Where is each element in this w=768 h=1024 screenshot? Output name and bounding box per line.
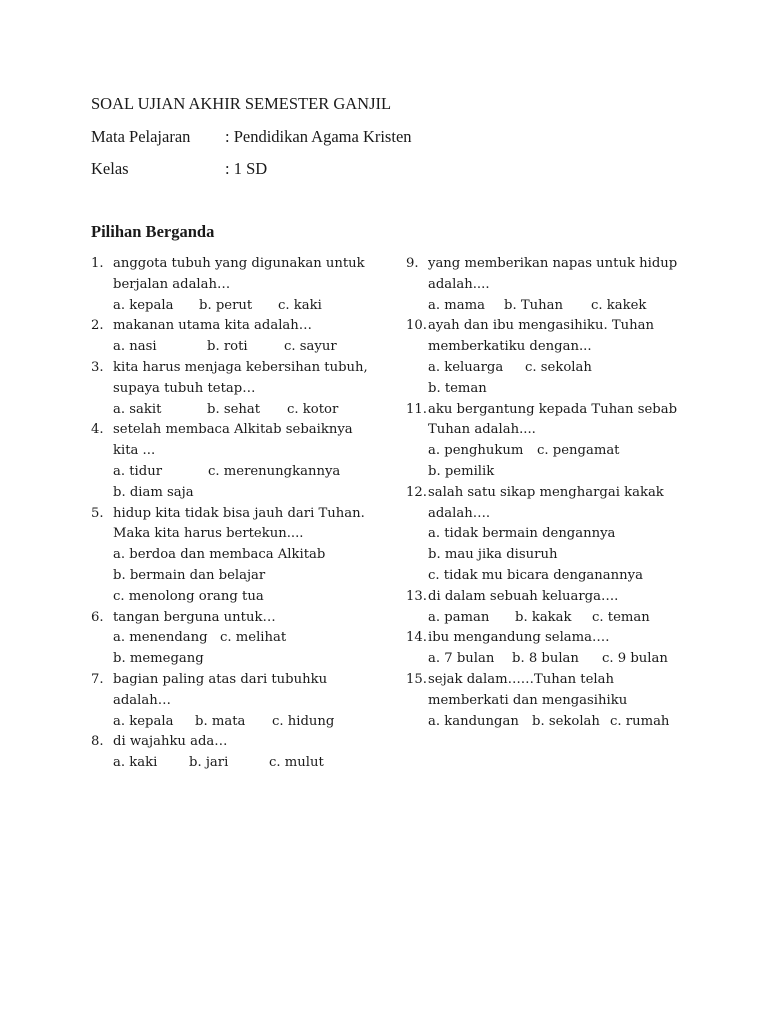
question-item — [406, 483, 706, 587]
answer-option[interactable]: a. nasi — [113, 339, 157, 355]
answer-option[interactable]: b. Tuhan — [504, 297, 563, 313]
answer-options-row — [113, 566, 381, 587]
question-item — [91, 608, 381, 670]
answer-options-row — [113, 587, 381, 608]
question-number: 5. — [91, 505, 104, 521]
answer-option[interactable]: a. berdoa dan membaca Alkitab — [113, 547, 326, 563]
answer-options-row — [113, 296, 381, 317]
question-text: bagian paling atas dari tubuhku — [113, 671, 328, 687]
answer-option[interactable]: c. tidak mu bicara denganannya — [428, 567, 643, 583]
answer-options-row — [428, 608, 706, 629]
answer-options-row — [113, 483, 381, 504]
answer-option[interactable]: a. menendang — [113, 630, 208, 646]
question-number: 7. — [91, 671, 104, 687]
question-item — [406, 254, 706, 316]
question-number: 13. — [406, 588, 427, 604]
answer-options-row — [113, 712, 381, 733]
subject-value: : Pendidikan Agama Kristen — [225, 127, 412, 146]
question-item — [406, 628, 706, 670]
answer-option[interactable]: a. 7 bulan — [428, 651, 495, 667]
answer-options-row — [428, 462, 706, 483]
answer-option[interactable]: c. kakek — [591, 297, 647, 313]
answer-option[interactable]: a. tidur — [113, 463, 163, 479]
question-text: memberkatiku dengan... — [428, 339, 592, 355]
answer-option[interactable]: c. sayur — [284, 339, 337, 355]
answer-option[interactable]: c. pengamat — [537, 443, 620, 459]
answer-option[interactable]: a. paman — [428, 609, 490, 625]
question-number: 8. — [91, 734, 104, 750]
answer-option[interactable]: a. kepala — [113, 713, 174, 729]
answer-option[interactable]: c. sekolah — [525, 359, 592, 375]
answer-options-row — [113, 337, 381, 358]
question-text: ibu mengandung selama…. — [428, 630, 610, 646]
question-item — [91, 316, 381, 358]
answer-option[interactable]: c. mulut — [269, 755, 324, 771]
answer-option[interactable]: a. penghukum — [428, 443, 524, 459]
question-number: 14. — [406, 630, 427, 646]
answer-option[interactable]: a. tidak bermain dengannya — [428, 526, 616, 542]
answer-option[interactable]: b. roti — [207, 339, 248, 355]
question-text: makanan utama kita adalah… — [113, 318, 312, 334]
question-number: 9. — [406, 256, 419, 271]
question-text: di wajahku ada… — [113, 734, 228, 750]
question-text: setelah membaca Alkitab sebaiknya — [113, 422, 353, 438]
question-text: adalah… — [113, 692, 171, 708]
answer-option[interactable]: b. pemilik — [428, 463, 495, 479]
question-item — [91, 670, 381, 732]
question-text: di dalam sebuah keluarga…. — [428, 588, 619, 604]
question-text: Maka kita harus bertekun.... — [113, 526, 304, 542]
question-text: hidup kita tidak bisa jauh dari Tuhan. — [113, 505, 365, 521]
question-text: adalah.... — [428, 276, 490, 292]
answer-options-row — [113, 649, 381, 670]
question-number: 4. — [91, 422, 104, 438]
questions-right-column — [406, 254, 706, 732]
question-text: salah satu sikap menghargai kakak — [428, 484, 664, 500]
answer-options-row — [428, 545, 706, 566]
question-text: anggota tubuh yang digunakan untuk — [113, 256, 365, 271]
answer-options-row — [428, 649, 706, 670]
answer-options-row — [113, 400, 381, 421]
answer-option[interactable]: b. mau jika disuruh — [428, 547, 558, 563]
question-text: aku bergantung kepada Tuhan sebab — [428, 401, 678, 417]
answer-option[interactable]: b. sekolah — [532, 713, 600, 729]
question-text: kita harus menjaga kebersihan tubuh, — [113, 359, 368, 375]
answer-options-row — [113, 545, 381, 566]
answer-option[interactable]: b. kakak — [515, 609, 572, 625]
answer-option[interactable]: a. kepala — [113, 297, 174, 313]
question-number: 2. — [91, 318, 104, 334]
question-item — [406, 670, 706, 732]
question-text: adalah…. — [428, 505, 491, 521]
answer-option[interactable]: a. sakit — [113, 401, 162, 417]
question-text: memberkati dan mengasihiku — [428, 692, 628, 708]
question-number: 3. — [91, 359, 104, 375]
answer-option[interactable]: b. diam saja — [113, 484, 194, 500]
answer-option[interactable]: a. keluarga — [428, 359, 504, 375]
question-number: 10. — [406, 318, 427, 334]
answer-options-row — [428, 712, 706, 733]
question-text: sejak dalam……Tuhan telah — [428, 671, 614, 687]
class-value: : 1 SD — [225, 159, 268, 178]
question-item — [91, 358, 381, 420]
question-text: ayah dan ibu mengasihiku. Tuhan — [428, 318, 655, 334]
answer-option[interactable]: b. sehat — [207, 401, 261, 417]
question-number: 1. — [91, 256, 104, 271]
answer-options-row — [428, 441, 706, 462]
answer-option[interactable]: c. melihat — [220, 630, 287, 646]
question-number: 12. — [406, 484, 427, 500]
questions-left-column — [91, 254, 381, 774]
answer-options-row — [428, 296, 706, 317]
answer-option[interactable]: b. perut — [199, 297, 253, 313]
question-text: Tuhan adalah.... — [428, 422, 536, 438]
question-item — [406, 400, 706, 483]
answer-option[interactable]: b. bermain dan belajar — [113, 567, 266, 583]
question-text: kita ... — [113, 443, 156, 459]
section-title: Pilihan Berganda — [91, 222, 215, 241]
question-text: yang memberikan napas untuk hidup — [428, 256, 678, 271]
question-number: 11. — [406, 401, 427, 417]
question-item — [91, 420, 381, 503]
answer-option[interactable]: a. kaki — [113, 755, 158, 771]
question-number: 6. — [91, 609, 104, 625]
answer-options-row — [113, 628, 381, 649]
answer-option[interactable]: b. mata — [195, 713, 246, 729]
question-item — [406, 316, 706, 399]
question-text: supaya tubuh tetap… — [113, 380, 256, 396]
answer-option[interactable]: c. kaki — [278, 297, 322, 313]
answer-options-row — [428, 566, 706, 587]
subject-label: Mata Pelajaran — [91, 127, 191, 146]
exam-title: SOAL UJIAN AKHIR SEMESTER GANJIL — [91, 94, 392, 113]
answer-option[interactable]: a. kandungan — [428, 713, 519, 729]
question-item — [91, 254, 381, 316]
answer-options-row — [113, 462, 381, 483]
answer-option[interactable]: c. merenungkannya — [208, 463, 341, 479]
answer-option[interactable]: c. kotor — [287, 401, 339, 417]
question-text: tangan berguna untuk… — [113, 609, 276, 625]
question-item — [406, 587, 706, 629]
answer-options-row — [428, 358, 706, 379]
question-text: berjalan adalah… — [113, 276, 231, 292]
answer-option[interactable]: c. hidung — [272, 713, 335, 729]
answer-options-row — [428, 379, 706, 400]
answer-option[interactable]: b. memegang — [113, 651, 204, 667]
answer-option[interactable]: b. jari — [189, 755, 229, 771]
question-item — [91, 732, 381, 774]
answer-option[interactable]: b. 8 bulan — [512, 651, 579, 667]
answer-option[interactable]: c. teman — [592, 609, 650, 625]
answer-option[interactable]: c. 9 bulan — [602, 651, 668, 667]
answer-options-row — [113, 753, 381, 774]
class-label: Kelas — [91, 159, 129, 178]
answer-option[interactable]: b. teman — [428, 380, 487, 396]
question-number: 15. — [406, 671, 427, 687]
answer-option[interactable]: c. rumah — [610, 713, 670, 729]
answer-option[interactable]: a. mama — [428, 297, 485, 313]
answer-option[interactable]: c. menolong orang tua — [113, 588, 264, 604]
question-item — [91, 504, 381, 608]
answer-options-row — [428, 524, 706, 545]
